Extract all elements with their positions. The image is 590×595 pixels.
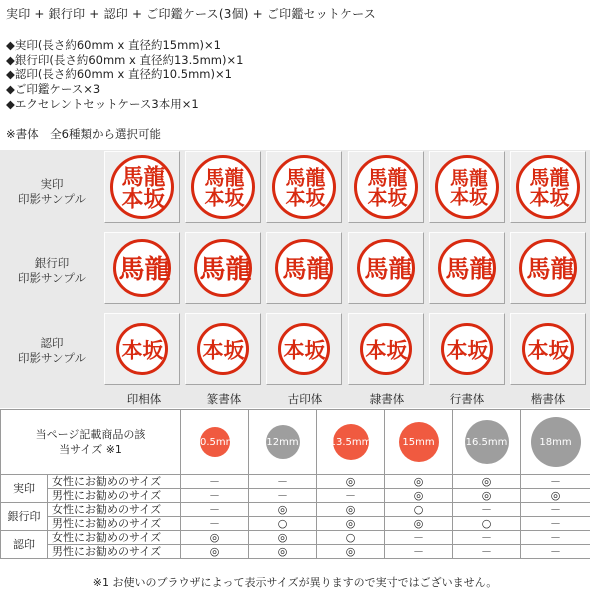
seal-text-column: 坂 xyxy=(140,338,165,360)
size-mark-cell: － xyxy=(181,475,249,489)
seal-impression xyxy=(435,155,499,219)
seal-impression xyxy=(357,239,415,297)
size-circle: 13.5mm xyxy=(333,424,369,460)
font-style-label: 行書体 xyxy=(449,392,485,406)
seal-text-column: 龍坂 xyxy=(140,165,166,209)
seal-sample-cell xyxy=(104,232,180,304)
size-mark-cell: － xyxy=(385,531,453,545)
seal-sample-cell xyxy=(510,151,586,223)
seal-text-column: 龍坂 xyxy=(302,167,326,207)
size-mark-cell: － xyxy=(385,545,453,559)
recommendation-label: 男性にお勧めのサイズ xyxy=(48,489,181,503)
size-circle: 12mm xyxy=(266,425,300,459)
seal-type-cell: 銀行印 xyxy=(1,503,48,531)
seal-impression xyxy=(516,155,580,219)
size-circle-cell xyxy=(453,410,521,475)
size-mark-cell: ◎ xyxy=(249,545,317,559)
size-circle-cell xyxy=(249,410,317,475)
size-circle-cell xyxy=(521,410,590,475)
seal-text-column: 本 xyxy=(119,338,144,360)
font-style-label: 古印体 xyxy=(287,392,323,406)
seal-text-column: 龍坂 xyxy=(466,168,488,206)
seal-text-column: 龍 xyxy=(221,255,251,281)
seal-text-column: 馬 xyxy=(114,255,144,281)
size-mark-cell: － xyxy=(453,545,521,559)
size-table xyxy=(0,409,590,559)
seal-text-column: 坂 xyxy=(302,338,327,360)
seal-text-column: 坂 xyxy=(546,338,571,360)
size-mark-cell: ◎ xyxy=(385,517,453,531)
seal-text-column: 馬本 xyxy=(447,168,469,206)
seal-text-column: 本 xyxy=(363,338,388,360)
row-label-line: 印影サンプル xyxy=(18,351,86,365)
row-label-line: 認印 xyxy=(40,336,64,350)
size-table-row xyxy=(1,503,590,517)
seal-impression xyxy=(194,239,252,297)
seal-text-column: 龍 xyxy=(384,256,413,280)
seal-text-column: 本 xyxy=(444,338,469,360)
size-header-cell xyxy=(1,410,181,475)
size-mark-cell: ◎ xyxy=(181,531,249,545)
size-circle: 15mm xyxy=(399,422,439,462)
size-mark-cell: ◎ xyxy=(181,545,249,559)
recommendation-label: 女性にお勧めのサイズ xyxy=(48,475,181,489)
seal-text-column: 馬 xyxy=(441,256,470,280)
seal-text-column: 龍坂 xyxy=(546,167,570,207)
footnote: ※1 お使いのブラウザによって表示サイズが異りますので実寸ではございません。 xyxy=(92,576,498,589)
size-table-row xyxy=(1,517,590,531)
seal-sample-cell xyxy=(429,232,505,304)
size-mark-cell: － xyxy=(181,489,249,503)
seal-text-column: 坂 xyxy=(221,338,246,360)
seal-impression xyxy=(522,323,574,375)
seal-impression xyxy=(191,155,255,219)
seal-sample-cell xyxy=(266,151,342,223)
seal-sample-cell xyxy=(510,232,586,304)
size-mark-cell: － xyxy=(181,503,249,517)
seal-impression xyxy=(197,323,249,375)
seal-text-column: 龍 xyxy=(140,255,170,281)
seal-sample-cell xyxy=(104,313,180,385)
seal-text-column: 馬 xyxy=(195,255,225,281)
seal-sample-cell xyxy=(510,313,586,385)
seal-text-column: 馬本 xyxy=(282,167,306,207)
size-table-row xyxy=(1,545,590,559)
sample-row-label xyxy=(0,177,104,207)
seal-text-column: 馬 xyxy=(522,256,551,280)
sample-row-label xyxy=(0,256,104,286)
size-table-row xyxy=(1,489,590,503)
size-header-row xyxy=(1,410,590,475)
seal-text-column: 馬本 xyxy=(118,165,144,209)
seal-impression xyxy=(275,239,333,297)
font-style-label: 印相体 xyxy=(126,392,162,406)
font-style-label: 隷書体 xyxy=(369,392,405,406)
size-table-row xyxy=(1,531,590,545)
spec-item: ◆ご印鑑ケース×3 xyxy=(6,82,101,96)
seal-sample-cell xyxy=(429,151,505,223)
seal-text-column: 本 xyxy=(281,338,306,360)
spec-item: ◆認印(長さ約60mm x 直径約10.5mm)×1 xyxy=(6,67,232,81)
seal-type-cell: 認印 xyxy=(1,531,48,559)
seal-impression xyxy=(360,323,412,375)
row-label-line: 銀行印 xyxy=(34,256,70,270)
font-style-label: 篆書体 xyxy=(206,392,242,406)
seal-impression xyxy=(110,155,174,219)
size-mark-cell: ◎ xyxy=(521,489,590,503)
seal-impression xyxy=(113,239,171,297)
size-circle-cell xyxy=(385,410,453,475)
seal-text-column: 馬本 xyxy=(526,167,550,207)
seal-sample-cell xyxy=(185,151,261,223)
size-circle: 16.5mm xyxy=(465,420,509,464)
seal-text-column: 龍 xyxy=(465,256,494,280)
size-mark-cell: ◎ xyxy=(385,475,453,489)
seal-text-column: 龍坂 xyxy=(384,167,408,207)
seal-impression xyxy=(116,323,168,375)
seal-impression xyxy=(272,155,336,219)
size-mark-cell: ○ xyxy=(317,531,385,545)
size-mark-cell: ◎ xyxy=(249,531,317,545)
size-circle-cell xyxy=(317,410,385,475)
size-mark-cell: ◎ xyxy=(317,517,385,531)
size-header-text: 当ページ記載商品の該当サイズ ※1 xyxy=(35,428,146,456)
size-mark-cell: ◎ xyxy=(317,545,385,559)
size-circle: 10.5mm xyxy=(200,427,230,457)
size-mark-cell: － xyxy=(453,503,521,517)
spec-item: ◆実印(長さ約60mm x 直径約15mm)×1 xyxy=(6,38,221,52)
size-mark-cell: － xyxy=(453,531,521,545)
size-mark-cell: － xyxy=(521,517,590,531)
seal-sample-cell xyxy=(429,313,505,385)
size-mark-cell: － xyxy=(249,475,317,489)
font-style-label: 楷書体 xyxy=(530,392,566,406)
seal-sample-cell xyxy=(185,313,261,385)
recommendation-label: 女性にお勧めのサイズ xyxy=(48,531,181,545)
seal-text-column: 坂 xyxy=(465,338,490,360)
size-mark-cell: － xyxy=(521,503,590,517)
seal-sample-cell xyxy=(266,313,342,385)
seal-impression xyxy=(354,155,418,219)
size-mark-cell: ◎ xyxy=(249,503,317,517)
size-circle: 18mm xyxy=(531,417,581,467)
row-label-line: 印影サンプル xyxy=(18,271,86,285)
size-mark-cell: ○ xyxy=(385,503,453,517)
size-mark-cell: － xyxy=(249,489,317,503)
size-mark-cell: － xyxy=(521,475,590,489)
seal-sample-cell xyxy=(104,151,180,223)
seal-text-column: 本 xyxy=(525,338,550,360)
size-mark-cell: ◎ xyxy=(453,475,521,489)
seal-sample-cell xyxy=(185,232,261,304)
seal-impression xyxy=(278,323,330,375)
header-title: 実印 + 銀行印 + 認印 + ご印鑑ケース(3個) + ご印鑑セットケース xyxy=(6,7,376,21)
seal-sample-cell xyxy=(266,232,342,304)
seal-text-column: 本 xyxy=(200,338,225,360)
seal-impression xyxy=(441,323,493,375)
size-mark-cell: － xyxy=(521,545,590,559)
recommendation-label: 男性にお勧めのサイズ xyxy=(48,517,181,531)
seal-impression xyxy=(438,239,496,297)
seal-impression xyxy=(519,239,577,297)
size-circle-cell xyxy=(181,410,249,475)
spec-item: ◆銀行印(長さ約60mm x 直径約13.5mm)×1 xyxy=(6,53,244,67)
seal-text-column: 馬本 xyxy=(201,167,225,207)
seal-text-column: 坂 xyxy=(384,338,409,360)
seal-text-column: 馬 xyxy=(278,256,307,280)
seal-type-cell: 実印 xyxy=(1,475,48,503)
seal-sample-cell xyxy=(348,151,424,223)
spec-item: ◆エクセレントセットケース3本用×1 xyxy=(6,97,199,111)
style-note: ※書体 全6種類から選択可能 xyxy=(6,127,161,141)
seal-text-column: 馬 xyxy=(360,256,389,280)
size-mark-cell: ◎ xyxy=(385,489,453,503)
size-mark-cell: ◎ xyxy=(317,475,385,489)
recommendation-label: 男性にお勧めのサイズ xyxy=(48,545,181,559)
recommendation-label: 女性にお勧めのサイズ xyxy=(48,503,181,517)
row-label-line: 印影サンプル xyxy=(18,192,86,206)
size-table-row xyxy=(1,475,590,489)
seal-text-column: 龍 xyxy=(302,256,331,280)
seal-text-column: 龍 xyxy=(546,256,575,280)
size-mark-cell: － xyxy=(521,531,590,545)
size-mark-cell: － xyxy=(181,517,249,531)
size-mark-cell: ◎ xyxy=(317,503,385,517)
seal-sample-cell xyxy=(348,232,424,304)
sample-row-label xyxy=(0,336,104,366)
size-mark-cell: － xyxy=(317,489,385,503)
seal-text-column: 龍坂 xyxy=(221,167,245,207)
seal-text-column: 馬本 xyxy=(364,167,388,207)
size-mark-cell: ○ xyxy=(249,517,317,531)
size-mark-cell: ◎ xyxy=(453,489,521,503)
row-label-line: 実印 xyxy=(40,177,64,191)
seal-sample-cell xyxy=(348,313,424,385)
size-mark-cell: ○ xyxy=(453,517,521,531)
